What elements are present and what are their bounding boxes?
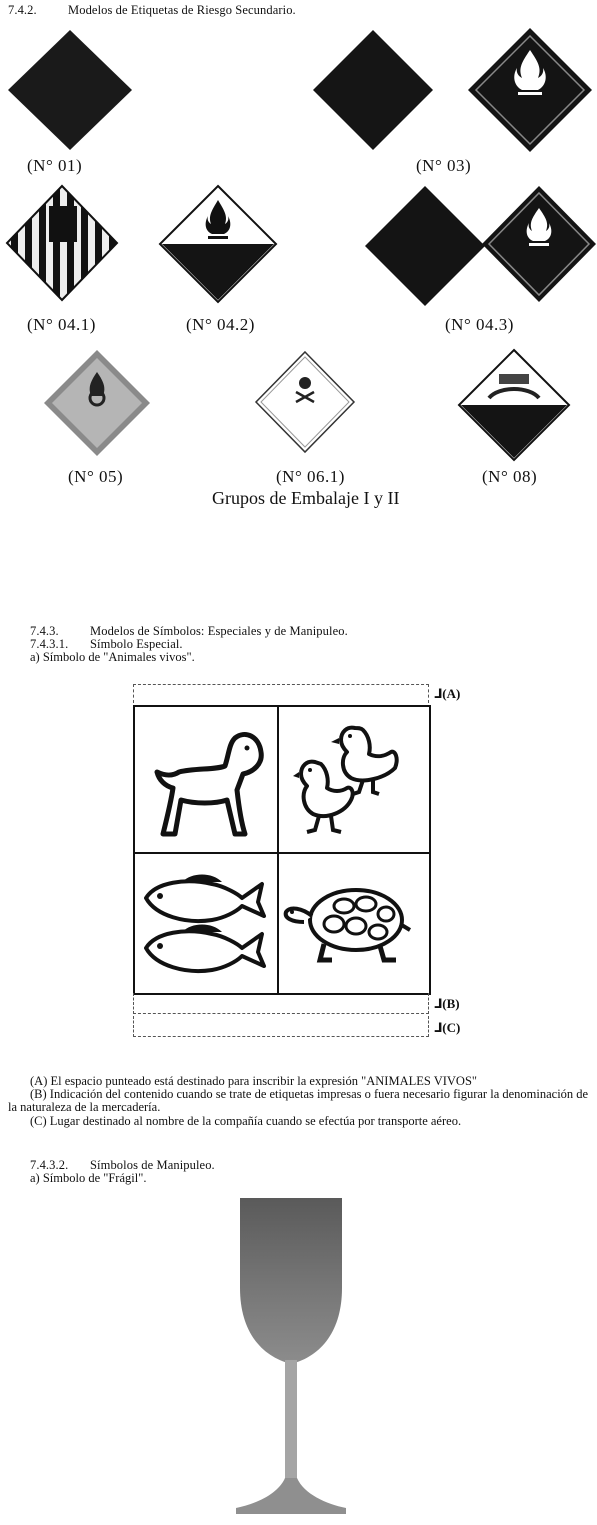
corrosive-icon bbox=[459, 350, 569, 460]
subsection-title: Símbolos de Manipuleo. bbox=[90, 1158, 215, 1172]
dotted-space-b bbox=[133, 993, 429, 1014]
wine-glass-icon bbox=[226, 1198, 356, 1516]
label-043-black-diamond bbox=[365, 186, 485, 306]
section-heading-742 bbox=[8, 3, 296, 18]
subsection-number: 7.4.3.2. bbox=[30, 1158, 69, 1172]
label-caption: (N° 08) bbox=[482, 467, 538, 486]
subsection-number: 7.4.3.1. bbox=[30, 637, 69, 651]
label-caption: (N° 04.3) bbox=[445, 315, 514, 334]
label-caption: (N° 04.2) bbox=[186, 315, 255, 334]
label-caption: (N° 01) bbox=[27, 156, 83, 175]
item-live-animals: a) Símbolo de "Animales vivos". bbox=[30, 650, 195, 664]
label-03-black-diamond bbox=[313, 30, 443, 150]
spontaneous-combustion-icon bbox=[160, 186, 276, 302]
toxic-skull-icon bbox=[256, 352, 354, 452]
grid-divider-horizontal bbox=[135, 852, 429, 854]
item-fragile: a) Símbolo de "Frágil". bbox=[30, 1171, 147, 1185]
dotted-space-a bbox=[133, 684, 429, 703]
chicks-icon bbox=[295, 718, 415, 840]
label-caption: (N° 06.1) bbox=[276, 467, 345, 486]
label-caption: (N° 03) bbox=[416, 156, 472, 175]
packing-group-caption: Grupos de Embalaje I y II bbox=[212, 488, 400, 508]
flammable-liquid-icon bbox=[468, 28, 597, 152]
flammable-solid-icon bbox=[7, 186, 117, 300]
oxidizer-icon bbox=[44, 350, 150, 456]
label-caption: (N° 05) bbox=[68, 467, 124, 486]
note-b: (B) Indicación del contenido cuando se trate de etiquetas impresas o fuera necesario figurar la denominación de la naturaleza de la mercadería. bbox=[8, 1087, 589, 1114]
note-c: (C) Lugar destinado al nombre de la compañía cuando se efectúa por transporte aéreo. bbox=[30, 1114, 462, 1128]
fish-icon bbox=[142, 872, 266, 976]
dog-icon bbox=[155, 730, 267, 840]
marker-a: ⅃(A) bbox=[434, 686, 461, 701]
dangerous-when-wet-icon bbox=[482, 186, 596, 302]
subsection-title: Símbolo Especial. bbox=[90, 637, 183, 651]
section-title: Modelos de Símbolos: Especiales y de Manipuleo. bbox=[90, 624, 348, 638]
dotted-space-c bbox=[133, 1016, 429, 1037]
section-title: Modelos de Etiquetas de Riesgo Secundario. bbox=[68, 3, 296, 17]
note-a: (A) El espacio punteado está destinado para inscribir la expresión "ANIMALES VIVOS" bbox=[30, 1074, 478, 1088]
section-number: 7.4.3. bbox=[30, 624, 59, 638]
marker-c: ⅃(C) bbox=[434, 1020, 461, 1035]
turtle-icon bbox=[284, 880, 412, 968]
label-01-diamond bbox=[8, 30, 138, 150]
marker-b: ⅃(B) bbox=[434, 996, 460, 1011]
grid-divider-vertical bbox=[277, 707, 279, 993]
section-number: 7.4.2. bbox=[8, 3, 37, 17]
label-caption: (N° 04.1) bbox=[27, 315, 96, 334]
